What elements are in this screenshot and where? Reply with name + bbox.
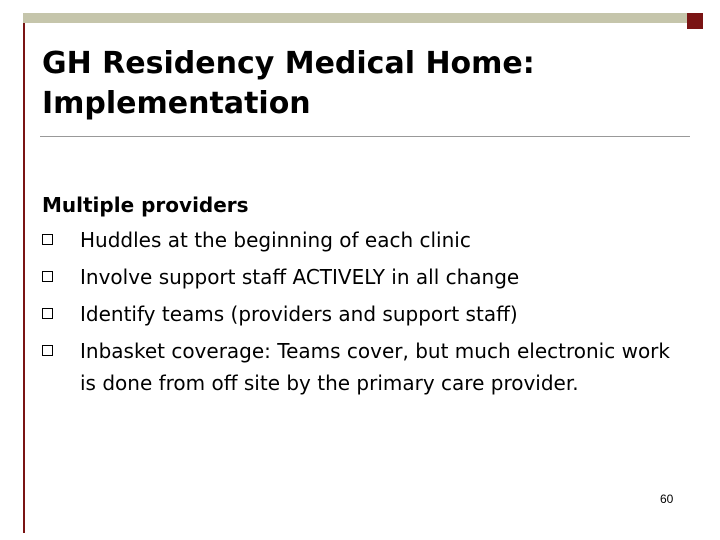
top-decor-bar: [23, 13, 687, 23]
slide-body: [42, 190, 682, 404]
section-subheading: Multiple providers: [42, 193, 249, 217]
corner-decor-square: [687, 13, 703, 29]
bullet-list: [42, 224, 682, 399]
bullet-item: [42, 335, 682, 399]
hollow-square-bullet-icon: [42, 345, 53, 356]
bullet-text: Inbasket coverage: Teams cover, but much electronic work is done from off site by the primary care provider.: [80, 339, 670, 395]
hollow-square-bullet-icon: [42, 308, 53, 319]
bullet-item: [42, 224, 682, 256]
bullet-item: [42, 298, 682, 330]
bullet-item: [42, 261, 682, 293]
hollow-square-bullet-icon: [42, 234, 53, 245]
bullet-text: Involve support staff ACTIVELY in all change: [80, 265, 520, 289]
hollow-square-bullet-icon: [42, 271, 53, 282]
bullet-text: Identify teams (providers and support staff): [80, 302, 518, 326]
slide-title: GH Residency Medical Home: Implementation: [42, 46, 535, 121]
bullet-text: Huddles at the beginning of each clinic: [80, 228, 471, 252]
page-number: 60: [660, 492, 674, 506]
left-decor-rule: [23, 23, 25, 533]
title-divider: [40, 136, 690, 137]
